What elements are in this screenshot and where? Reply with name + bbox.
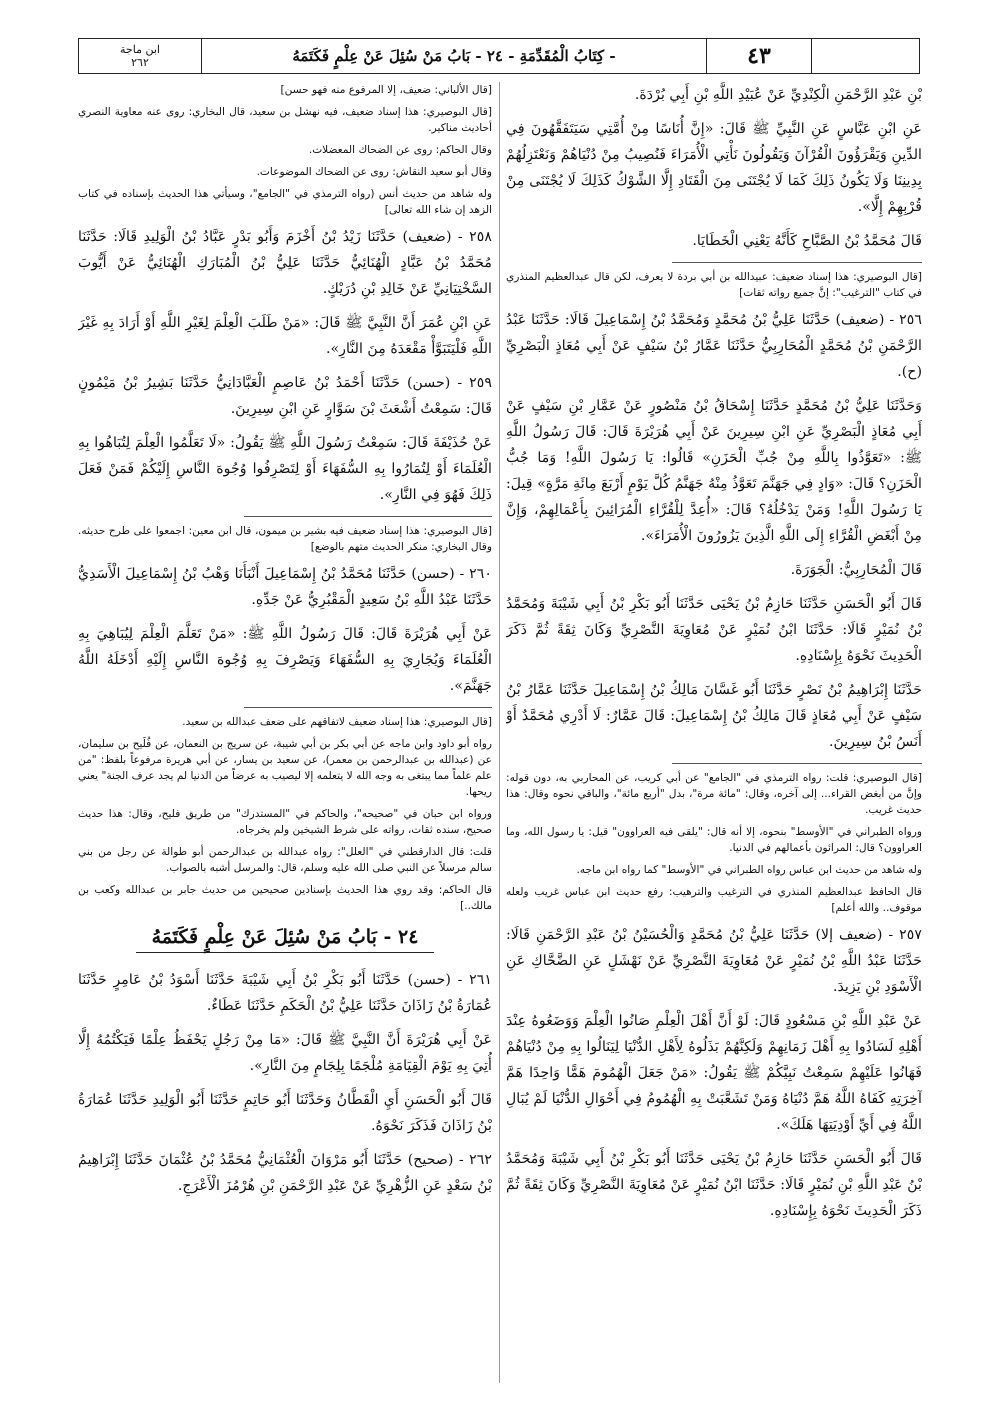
note-separator [244, 516, 492, 517]
chain-text: قَالَ أَبُو الْحَسَنِ حَدَّثَنَا حَازِمُ بْنُ يَحْيَى حَدَّثَنَا أَبُو بَكْرِ بْنُ أَبِي شَيْبَةَ وَمُحَمَّدُ بْنُ نُمَيْرٍ قَالَا: حَدَّثَنَا ابْنُ نُمَيْرٍ عَنْ مُعَاوِيَةَ النَّصْرِيِّ وَكَانَ ثِقَةً ثُمَّ ذَكَرَ الْحَدِيثَ نَحْوَهُ بِإِسْنَادِهِ. [506, 596, 922, 664]
hadith-text: عَنْ عَبْدِ اللَّهِ بْنِ مَسْعُودٍ قَالَ: لَوْ أَنَّ أَهْلَ الْعِلْمِ صَانُوا الْعِلْمَ وَوَضَعُوهُ عِنْدَ أَهْلِهِ لَسَادُوا بِهِ أَهْلَ زَمَانِهِمْ وَلَكِنَّهُمْ بَذَلُوهُ لِأَهْلِ الدُّنْيَا لِيَنَالُوا بِهِ مِنْ دُنْيَاهُمْ فَهَانُوا عَلَيْهِمْ سَمِعْتُ نَبِيَّكُمْ ﷺ يَقُولُ: «مَنْ جَعَلَ الْهُمُومَ هَمًّا وَاحِدًا هَمَّ آخِرَتِهِ كَفَاهُ اللَّهُ هَمَّ دُنْيَاهُ وَمَنْ تَشَعَّبَتْ بِهِ الْهُمُومُ فِي أَحْوَالِ الدُّنْيَا لَمْ يُبَالِ اللَّهُ فِي أَيِّ أَوْدِيَتِهَا هَلَكَ». [506, 1013, 922, 1133]
note-separator [672, 763, 922, 764]
right-column [506, 82, 922, 1393]
hadith-text: ٢٦٠ - (حسن) حَدَّثَنَا مُحَمَّدُ بْنُ إِسْمَاعِيلَ أَنْبَأَنَا وَهْبُ بْنُ إِسْمَاعِيلَ الْأَسَدِيُّ حَدَّثَنَا عَبْدُ اللَّهِ بْنُ سَعِيدٍ الْمَقْبُرِيُّ عَنْ جَدِّهِ. [78, 566, 492, 608]
hadith-range: ٢٦٢ [131, 56, 149, 69]
chain-text: قَالَ أَبُو الْحَسَنِ أَيِ الْقَطَّانُ وَحَدَّثَنَا أَبُو حَاتِمٍ حَدَّثَنَا أَبُو الْوَلِيدِ حَدَّثَنَا عُمَارَةُ بْنُ زَاذَانَ فَذَكَرَ نَحْوَهُ. [78, 1092, 492, 1134]
hadith-text: ٢٥٨ - (ضعيف) حَدَّثَنَا زَيْدُ بْنُ أَخْزَمَ وَأَبُو بَدْرٍ عَبَّادُ بْنُ الْوَلِيدِ قَالَا: حَدَّثَنَا مُحَمَّدُ بْنُ عَبَّادٍ الْهُنَائِيُّ حَدَّثَنَا عَلِيُّ بْنُ الْمُبَارَكِ الْهُنَائِيُّ عَنْ أَيُّوبَ السَّخْتِيَانِيِّ عَنْ خَالِدِ بْنِ دُرَيْكٍ. [78, 229, 492, 297]
footnote: [قال الألباني: ضعيف، إلا المرفوع منه فهو حسن] [280, 84, 492, 96]
hadith-text: ٢٥٩ - (حسن) حَدَّثَنَا أَحْمَدُ بْنُ عَاصِمٍ الْعَبَّادَانِيُّ حَدَّثَنَا بَشِيرُ بْنُ مَيْمُونٍ قَالَ: سَمِعْتُ أَشْعَثَ بْنَ سَوَّارٍ عَنِ ابْنِ سِيرِينَ. [78, 375, 492, 417]
footnote: [قال البوصيري: هذا إسناد ضعيف: عبيدالله بن أبي بردة لا يعرف، لكن قال عبدالعظيم المنذري في كتاب "الترغيب": إنَّ جميع رواته ثقات] [506, 271, 922, 299]
hadith-text: عَنْ أَبِي هُرَيْرَةَ أَنَّ النَّبِيَّ ﷺ قَالَ: «مَا مِنْ رَجُلٍ يَحْفَظُ عِلْمًا فَيَكْتُمُهُ إِلَّا أُتِيَ بِهِ يَوْمَ الْقِيَامَةِ مُلْجَمًا بِلِجَامٍ مِنَ النَّارِ». [78, 1032, 492, 1074]
footnote: قال الحافظ عبدالعظيم المنذري في الترغيب والترهيب: رفع حديث ابن عباس غريب ولعله موقوف.. والله أعلم] [506, 886, 922, 914]
hadith-text: عَنْ أَبِي هُرَيْرَةَ قَالَ: قَالَ رَسُولُ اللَّهِ ﷺ: «مَنْ تَعَلَّمَ الْعِلْمَ لِيُبَاهِيَ بِهِ الْعُلَمَاءَ وَيُجَارِيَ بِهِ السُّفَهَاءَ وَيَصْرِفَ بِهِ وُجُوهَ النَّاسِ إِلَيْهِ أَدْخَلَهُ اللَّهُ جَهَنَّمَ». [78, 626, 492, 694]
hadith-text: حَدَّثَنَا إِبْرَاهِيمُ بْنُ نَصْرٍ حَدَّثَنَا أَبُو غَسَّانَ مَالِكُ بْنُ إِسْمَاعِيلَ حَدَّثَنَا عَمَّارُ بْنُ سَيْفٍ عَنْ أَبِي مُعَاذٍ قَالَ مَالِكُ بْنُ إِسْمَاعِيلَ: قَالَ عَمَّارٌ: لَا أَدْرِي مُحَمَّدٌ أَوْ أَنَسُ بْنُ سِيرِينَ. [506, 682, 922, 750]
footnote: رواه أبو داود وابن ماجه عن أبي بكر بن أبي شيبة، عن سريج بن النعمان، عن فُلَيح بن سليمان، عن (عبدالله بن عبدالرحمن بن معمر)، عن سعيد بن يسار، عن أبي هريرة مرفوعاً بلفظ: "من علم علماً مما يبتغى به وجه الله لا يتعلمه إلا ليصيب به عرضاً من الدنيا لم يجد عرف الجنة" يعني ريحها. [78, 738, 492, 798]
left-column [78, 82, 492, 1393]
note-separator [672, 262, 922, 263]
footnote: وله شاهد من حديث ابن عباس رواه الطبراني في "الأوسط" كما رواه ابن ماجه. [576, 864, 922, 876]
footnote: قلت: قال الدارقطني في "العلل": رواه عبدالله بن عبدالرحمن أبو طوالة عن رجل من بني سالم مرسلاً عن النبي صلى الله عليه وسلم، قال: والمرسل أشبه بالصواب. [78, 846, 492, 874]
footnote: [قال البوصيري: هذا إسناد ضعيف لاتفاقهم على ضعف عبدالله بن سعيد. [182, 716, 492, 728]
book-reference [79, 39, 202, 73]
footnote: قال الحاكم: وقد روي هذا الحديث بإسنادين صحيحين من حديث جابر بن عبدالله وكعب بن مالك..] [78, 884, 492, 912]
footnote: [قال البوصيري: هذا إسناد ضعيف، فيه نهشل بن سعيد، قال البخاري: روى عنه معاوية النصري أحاديث مناكير. [78, 106, 492, 134]
footnote: [قال البوصيري: قلت: رواه الترمذي في "الجامع" عن أبي كريب، عن المحاربي به، دون قوله: وإنَّ من أبغض القراء... إلى آخره، وقال: "مائة مرة"، بدل "أربع مائة"، والباقي نحوه وقال: هذا حديث غريب. [506, 772, 922, 816]
running-title: - كِتَابُ الْمُقَدِّمَةِ - ٢٤ - بَابُ مَنْ سُئِلَ عَنْ عِلْمٍ فَكَتَمَهُ [202, 39, 707, 73]
page-number: ٤٣ [707, 39, 812, 73]
hadith-text: ٢٥٦ - (ضعيف) حَدَّثَنَا عَلِيُّ بْنُ مُحَمَّدٍ وَمُحَمَّدُ بْنُ إِسْمَاعِيلَ قَالَا: حَدَّثَنَا عَبْدُ الرَّحْمَنِ بْنُ مُحَمَّدٍ الْمُحَارِبِيُّ حَدَّثَنَا عَمَّارُ بْنُ سَيْفٍ عَنْ أَبِي مُعَاذٍ الْبَصْرِيِّ (ح). [506, 312, 922, 380]
hadith-text: عَنِ ابْنِ عَبَّاسٍ عَنِ النَّبِيِّ ﷺ قَالَ: «إِنَّ أُنَاسًا مِنْ أُمَّتِي سَيَتَفَقَّهُونَ فِي الدِّينِ وَيَقْرَؤُونَ الْقُرْآنَ وَيَقُولُونَ نَأْتِي الْأُمَرَاءَ فَنُصِيبُ مِنْ دُنْيَاهُمْ وَنَعْتَزِلُهُمْ بِدِينِنَا وَلَا يَكُونُ ذَلِكَ كَمَا لَا يُجْتَنَى مِنَ الْقَتَادِ إِلَّا الشَّوْكُ كَذَلِكَ لَا يُجْتَنَى مِنْ قُرْبِهِمْ إِلَّا». [506, 121, 922, 215]
footnote: ورواه ابن حبان في "صحيحه"، والحاكم في "المستدرك" من طريق فليح، وقال: هذا حديث صحيح، سنده ثقات، رواته على شرط الشيخين ولم يخرجاه. [78, 808, 492, 836]
chapter-title: ٢٤ - بَابُ مَنْ سُئِلَ عَنْ عِلْمٍ فَكَتَمَهُ [136, 926, 434, 953]
footnote: [قال البوصيري: هذا إسناد ضعيف فيه بشير بن ميمون، قال ابن معين: اجمعوا على طرح حديثه. وقال البخاري: منكر الحديث متهم بالوضع] [78, 525, 492, 553]
book-name: ابن ماجة [120, 43, 160, 56]
hadith-text: عَنِ ابْنِ عُمَرَ أَنَّ النَّبِيَّ ﷺ قَالَ: «مَنْ طَلَبَ الْعِلْمَ لِغَيْرِ اللَّهِ أَوْ أَرَادَ بِهِ غَيْرَ اللَّهِ فَلْيَتَبَوَّأْ مَقْعَدَهُ مِنَ النَّارِ». [78, 315, 492, 357]
page-header [78, 38, 920, 74]
hadith-text: وَحَدَّثَنَا عَلِيُّ بْنُ مُحَمَّدٍ حَدَّثَنَا إِسْحَاقُ بْنُ مَنْصُورٍ عَنْ عَمَّارِ بْنِ سَيْفٍ عَنْ أَبِي مُعَاذٍ الْبَصْرِيِّ عَنِ ابْنِ سِيرِينَ عَنْ أَبِي هُرَيْرَةَ قَالَ: قَالَ رَسُولُ اللَّهِ ﷺ: «تَعَوَّذُوا بِاللَّهِ مِنْ جُبِّ الْحَزَنِ» قَالُوا: يَا رَسُولَ اللَّهِ! وَمَا جُبُّ الْحَزَنِ؟ قَالَ: «وَادٍ فِي جَهَنَّمَ تَعَوَّذُ مِنْهُ جَهَنَّمُ كُلَّ يَوْمٍ أَرْبَعَ مِائَةِ مَرَّةٍ» قِيلَ: يَا رَسُولَ اللَّهِ! وَمَنْ يَدْخُلُهُ؟ قَالَ: «أُعِدَّ لِلْقُرَّاءِ الْمُرَائِينَ بِأَعْمَالِهِمْ، وَإِنَّ مِنْ أَبْغَضِ الْقُرَّاءِ إِلَى اللَّهِ الَّذِينَ يَزُورُونَ الْأُمَرَاءَ». [506, 398, 922, 544]
hadith-text: ٢٦١ - (حسن) حَدَّثَنَا أَبُو بَكْرِ بْنُ أَبِي شَيْبَةَ حَدَّثَنَا أَسْوَدُ بْنُ عَامِرٍ حَدَّثَنَا عُمَارَةُ بْنُ زَاذَانَ حَدَّثَنَا عَلِيُّ بْنُ الْحَكَمِ حَدَّثَنَا عَطَاءٌ. [78, 972, 492, 1014]
hadith-text: قَالَ الْمُحَارِبِيُّ: الْجَوَرَةَ. [790, 562, 922, 578]
header-empty-cell [812, 39, 919, 73]
chain-text: قَالَ أَبُو الْحَسَنِ حَدَّثَنَا حَازِمُ بْنُ يَحْيَى حَدَّثَنَا أَبُو بَكْرِ بْنُ أَبِي شَيْبَةَ وَمُحَمَّدُ بْنُ عَبْدِ اللَّهِ بْنِ نُمَيْرٍ قَالَا: حَدَّثَنَا ابْنُ نُمَيْرٍ عَنْ مُعَاوِيَةَ النَّصْرِيِّ وَكَانَ ثِقَةً ثُمَّ ذَكَرَ الْحَدِيثَ نَحْوَهُ بِإِسْنَادِهِ. [506, 1151, 922, 1219]
note-separator [244, 707, 492, 708]
footnote: وقال الحاكم: روى عن الضحاك المعضلات. [308, 144, 492, 156]
hadith-text: قَالَ مُحَمَّدُ بْنُ الصَّبَّاحِ كَأَنَّهُ يَعْنِي الْخَطَايَا. [692, 233, 922, 249]
hadith-text: ٢٦٢ - (صحيح) حَدَّثَنَا أَبُو مَرْوَانَ الْعُثْمَانِيُّ مُحَمَّدُ بْنُ عُثْمَانَ حَدَّثَنَا إِبْرَاهِيمُ بْنُ سَعْدٍ عَنِ الزُّهْرِيِّ عَنْ عَبْدِ الرَّحْمَنِ بْنِ هُرْمُزَ الْأَعْرَجِ. [78, 1152, 492, 1194]
footnote: وله شاهد من حديث أنس (رواه الترمذي في "الجامع"، وسيأتي هذا الحديث بإسناده في كتاب الزهد إن شاء الله تعالى] [78, 188, 492, 216]
hadith-text: عَنْ حُذَيْفَةَ قَالَ: سَمِعْتُ رَسُولَ اللَّهِ ﷺ يَقُولُ: «لَا تَعَلَّمُوا الْعِلْمَ لِتُبَاهُوا بِهِ الْعُلَمَاءَ أَوْ لِتُمَارُوا بِهِ السُّفَهَاءَ أَوْ لِتَصْرِفُوا وُجُوهَ النَّاسِ إِلَيْكُمْ فَمَنْ فَعَلَ ذَلِكَ فَهُوَ فِي النَّارِ». [78, 435, 492, 503]
footnote: وقال أبو سعيد النقاش: روى عن الضحاك الموضوعات. [256, 166, 492, 178]
hadith-text: بْنِ عَبْدِ الرَّحْمَنِ الْكِنْدِيِّ عَنْ عُبَيْدِ اللَّهِ بْنِ أَبِي بُرْدَةَ. [634, 87, 922, 103]
column-divider [499, 82, 500, 1383]
footnote: ورواه الطبراني في "الأوسط" بنحوه، إلا أنه قال: "يلقى فيه العراوون" قيل: يا رسول الله، وما العراوون؟ قال: المرائون بأعمالهم في الدنيا. [506, 826, 922, 854]
hadith-text: ٢٥٧ - (ضعيف إلا) حَدَّثَنَا عَلِيُّ بْنُ مُحَمَّدٍ وَالْحُسَيْنُ بْنُ عَبْدِ الرَّحْمَنِ قَالَا: حَدَّثَنَا عَبْدُ اللَّهِ بْنُ نُمَيْرٍ عَنْ مُعَاوِيَةَ النَّصْرِيِّ عَنْ نَهْشَلٍ عَنِ الضَّحَّاكِ عَنِ الْأَسْوَدِ بْنِ يَزِيدَ. [506, 927, 922, 995]
